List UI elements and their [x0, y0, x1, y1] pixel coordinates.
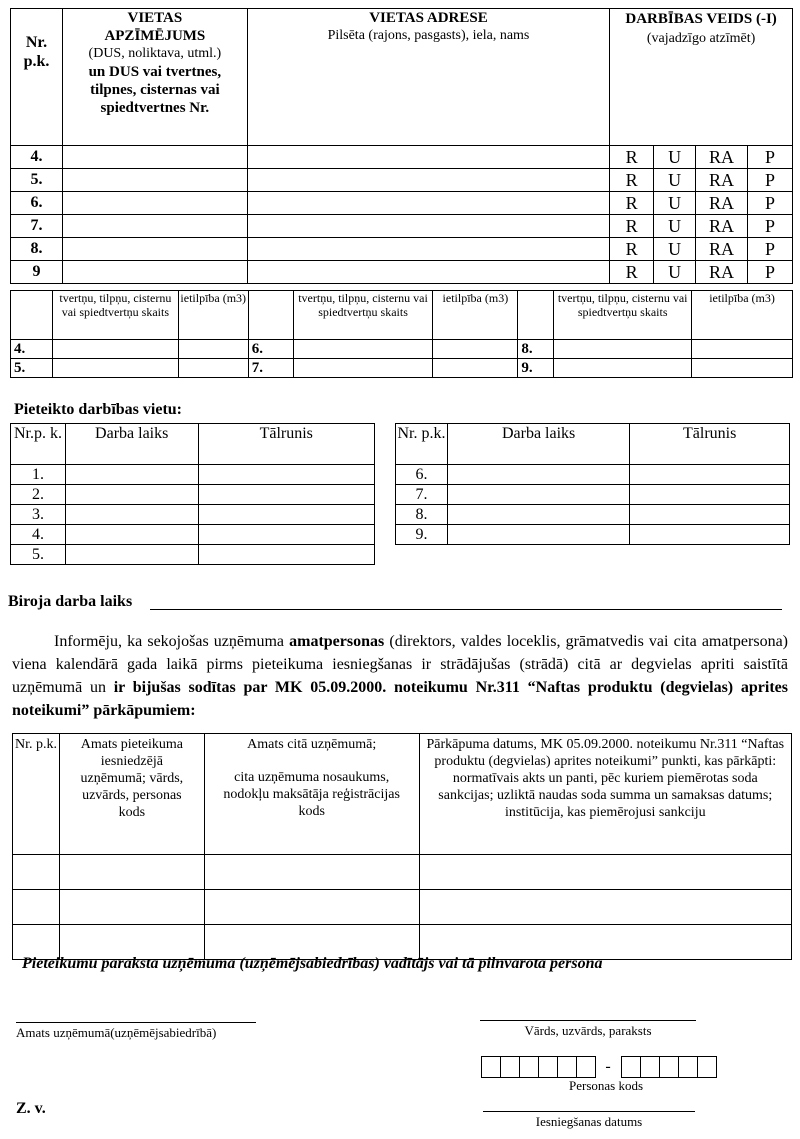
place-title2: APZĪMĒJUMS [104, 28, 206, 44]
capacity-cell[interactable] [692, 340, 793, 359]
activity-option[interactable]: R [610, 169, 654, 192]
paragraph-bold2: ir bijušas sodītas par MK 05.09.2000. noteikumu Nr.311 “Naftas produktu (degvielas) aprites noteikumi” pārkāpumiem: [12, 679, 788, 719]
capacity-cell[interactable] [433, 359, 518, 378]
col-nr-header: Nr.p. k. [11, 424, 66, 465]
phone-cell[interactable] [630, 465, 790, 485]
row-number: 6. [248, 340, 293, 359]
col-hours-header: Darba laiks [447, 424, 629, 465]
paragraph-text2: (direktors, valdes loceklis, grāmatvedis vai cita amatpersona) viena kalendārā gada laikā pirms pieteikuma iesniegšanas ir strādājušas (strādā) citā ar degvielas apriti saistītā uzņēmumā un [12, 633, 788, 696]
count-cell[interactable] [293, 359, 433, 378]
other-note: cita uzņēmuma nosaukums, nodokļu maksātāja reģistrācijas kods [223, 770, 400, 819]
header-row [11, 291, 793, 340]
address-note: Pilsēta (rajons, pasgasts), iela, nams [327, 28, 530, 43]
signature-title: Pieteikumu paraksta uzņēmuma (uzņēmējsabiedrības) vadītājs vai tā pilnvarota persona [22, 955, 603, 972]
officials-paragraph [12, 630, 788, 722]
table-row [396, 465, 790, 485]
row-number: 4. [11, 340, 53, 359]
count-header: tvertņu, tilpņu, cisternu vai spiedtvertņu skaits [293, 291, 433, 340]
col-other-header [204, 734, 419, 855]
table-row [11, 169, 793, 192]
col-nr-header: Nr. p.k. [11, 9, 63, 146]
violations-table [12, 733, 792, 960]
name-signature-label: Vārds, uzvārds, paraksts [524, 1023, 652, 1038]
activity-option[interactable]: P [748, 146, 793, 169]
row-number: 6. [11, 192, 63, 215]
blank-header [11, 291, 53, 340]
row-number: 7. [248, 359, 293, 378]
col-phone-header: Tālrunis [198, 424, 375, 465]
address-title: VIETAS ADRESE [369, 10, 488, 26]
place-cell[interactable] [62, 238, 247, 261]
row-number: 7. [396, 485, 448, 505]
phone-cell[interactable] [198, 485, 375, 505]
count-cell[interactable] [554, 340, 692, 359]
entry-cell[interactable] [13, 890, 60, 925]
hours-cell[interactable] [447, 485, 629, 505]
code-dash: - [605, 1058, 611, 1075]
count-header: tvertņu, tilpņu, cisternu vai spiedtvertņu skaits [554, 291, 692, 340]
col-phone-header: Tālrunis [630, 424, 790, 465]
table-row [396, 505, 790, 525]
table-row [11, 465, 375, 485]
hours-cell[interactable] [65, 505, 198, 525]
activity-option[interactable]: U [654, 146, 696, 169]
hours-cell[interactable] [447, 465, 629, 485]
blank-header [248, 291, 293, 340]
places-hours-table-right [395, 423, 790, 545]
capacity-table [10, 290, 793, 378]
code-digit-box[interactable] [538, 1056, 558, 1078]
places-hours-table-left [10, 423, 375, 565]
row-number: 5. [11, 545, 66, 565]
col-nr-header: Nr. p.k. [13, 734, 60, 855]
activity-option[interactable]: RA [696, 261, 748, 284]
row-number: 9 [11, 261, 63, 284]
count-cell[interactable] [293, 340, 433, 359]
row-number: 9. [396, 525, 448, 545]
paragraph-bold1: amatpersonas [289, 633, 385, 650]
entry-cell[interactable] [419, 890, 791, 925]
place-cell[interactable] [62, 146, 247, 169]
activity-option[interactable]: U [654, 169, 696, 192]
code-digit-box[interactable] [557, 1056, 577, 1078]
table-row [11, 545, 375, 565]
activity-option[interactable]: P [748, 215, 793, 238]
address-cell[interactable] [247, 238, 609, 261]
place-cell[interactable] [62, 192, 247, 215]
position-label: Amats uzņēmumā(uzņēmējsabiedrībā) [16, 1025, 217, 1040]
place-cell[interactable] [62, 215, 247, 238]
row-number: 8. [11, 238, 63, 261]
count-cell[interactable] [52, 359, 178, 378]
code-digit-box[interactable] [678, 1056, 698, 1078]
row-number: 7. [11, 215, 63, 238]
capacity-cell[interactable] [178, 359, 248, 378]
table-row [13, 855, 792, 890]
date-line[interactable] [483, 1111, 695, 1112]
row-number: 6. [396, 465, 448, 485]
table-row [11, 215, 793, 238]
phone-cell[interactable] [630, 505, 790, 525]
capacity-cell[interactable] [178, 340, 248, 359]
phone-cell[interactable] [198, 505, 375, 525]
activity-option[interactable]: R [610, 146, 654, 169]
name-signature-line[interactable] [480, 1020, 696, 1021]
capacity-cell[interactable] [692, 359, 793, 378]
row-number: 8. [396, 505, 448, 525]
places-table [10, 8, 793, 284]
blank-header [518, 291, 554, 340]
row-number: 9. [518, 359, 554, 378]
col-place-header [62, 9, 247, 146]
row-number: 1. [11, 465, 66, 485]
phone-cell[interactable] [630, 485, 790, 505]
activity-option[interactable]: R [610, 215, 654, 238]
activity-option[interactable]: RA [696, 192, 748, 215]
address-cell[interactable] [247, 261, 609, 284]
other-title: Amats citā uzņēmumā; [247, 737, 377, 752]
count-cell[interactable] [52, 340, 178, 359]
hours-cell[interactable] [447, 525, 629, 545]
office-hours-line[interactable] [150, 609, 782, 610]
activity-option[interactable]: R [610, 238, 654, 261]
address-cell[interactable] [247, 146, 609, 169]
place-note: (DUS, noliktava, utml.) [88, 46, 222, 61]
phone-cell[interactable] [198, 525, 375, 545]
entry-cell[interactable] [204, 890, 419, 925]
entry-cell[interactable] [59, 855, 204, 890]
activity-option[interactable]: P [748, 192, 793, 215]
row-number: 8. [518, 340, 554, 359]
activity-option[interactable]: P [748, 169, 793, 192]
table-row [11, 340, 793, 359]
col-position-header: Amats pieteikuma iesniedzējā uzņēmumā; vārds, uzvārds, personas kods [59, 734, 204, 855]
capacity-header: ietilpība (m3) [692, 291, 793, 340]
code-digit-box[interactable] [576, 1056, 596, 1078]
code-digit-box[interactable] [519, 1056, 539, 1078]
phone-cell[interactable] [630, 525, 790, 545]
code-digit-box[interactable] [697, 1056, 717, 1078]
table-row [11, 359, 793, 378]
row-number: 4. [11, 146, 63, 169]
table-row [396, 485, 790, 505]
col-hours-header: Darba laiks [65, 424, 198, 465]
phone-cell[interactable] [198, 545, 375, 565]
row-number: 3. [11, 505, 66, 525]
table-row [11, 485, 375, 505]
places-section-title: Pieteikto darbības vietu: [14, 401, 182, 418]
activity-option[interactable]: RA [696, 169, 748, 192]
entry-cell[interactable] [204, 855, 419, 890]
activity-note: (vajadzīgo atzīmēt) [646, 31, 756, 46]
count-header: tvertņu, tilpņu, cisternu vai spiedtvertņu skaits [52, 291, 178, 340]
table-row [11, 238, 793, 261]
position-line[interactable] [16, 1022, 256, 1023]
capacity-header: ietilpība (m3) [178, 291, 248, 340]
activity-option[interactable]: RA [696, 238, 748, 261]
address-cell[interactable] [247, 169, 609, 192]
date-label: Iesniegšanas datums [535, 1114, 643, 1129]
col-activity-header [610, 9, 793, 146]
row-number: 5. [11, 359, 53, 378]
col-address-header [247, 9, 609, 146]
activity-option[interactable]: P [748, 261, 793, 284]
row-number: 2. [11, 485, 66, 505]
row-number: 4. [11, 525, 66, 545]
table-row [11, 261, 793, 284]
phone-cell[interactable] [198, 465, 375, 485]
activity-option[interactable]: U [654, 192, 696, 215]
hours-cell[interactable] [65, 525, 198, 545]
table-row [11, 146, 793, 169]
address-cell[interactable] [247, 215, 609, 238]
place-title1: VIETAS [127, 10, 183, 26]
activity-option[interactable]: U [654, 215, 696, 238]
code-digit-box[interactable] [659, 1056, 679, 1078]
hours-cell[interactable] [65, 545, 198, 565]
entry-cell[interactable] [419, 855, 791, 890]
table-row [396, 525, 790, 545]
place-cell[interactable] [62, 169, 247, 192]
capacity-cell[interactable] [433, 340, 518, 359]
activity-option[interactable]: R [610, 261, 654, 284]
hours-cell[interactable] [65, 485, 198, 505]
personal-code-label: Personas kods [568, 1078, 644, 1093]
activity-option[interactable]: P [748, 238, 793, 261]
office-hours-label: Biroja darba laiks [8, 593, 133, 610]
col-violation-header: Pārkāpuma datums, MK 05.09.2000. noteikumu Nr.311 “Naftas produktu (degvielas) aprites noteikumi” punkti, kas pārkāpti: normatīvais akts un panti, pēc kuriem piemērotas soda sankcijas; uzliktā naudas soda summa un samaksas datums; institūcija, kas piemērojusi sankciju [419, 734, 791, 855]
personal-code-boxes[interactable] [481, 1056, 716, 1078]
activity-option[interactable]: U [654, 238, 696, 261]
address-cell[interactable] [247, 192, 609, 215]
table-row [11, 525, 375, 545]
hours-cell[interactable] [65, 465, 198, 485]
code-digit-box[interactable] [640, 1056, 660, 1078]
activity-title: DARBĪBAS VEIDS (-I) [625, 11, 777, 27]
place-cell[interactable] [62, 261, 247, 284]
activity-option[interactable]: RA [696, 146, 748, 169]
code-digit-box[interactable] [500, 1056, 520, 1078]
place-bold: un DUS vai tvertnes, tilpnes, cisternas vai spiedtvertnes Nr. [88, 64, 222, 116]
col-nr-header: Nr. p.k. [396, 424, 448, 465]
count-cell[interactable] [554, 359, 692, 378]
entry-cell[interactable] [59, 890, 204, 925]
code-digit-box[interactable] [621, 1056, 641, 1078]
activity-option[interactable]: U [654, 261, 696, 284]
activity-option[interactable]: RA [696, 215, 748, 238]
paragraph-text1: Informēju, ka sekojošas uzņēmuma [54, 633, 290, 650]
table-row [11, 505, 375, 525]
table-row [11, 192, 793, 215]
row-number: 5. [11, 169, 63, 192]
capacity-header: ietilpība (m3) [433, 291, 518, 340]
code-digit-box[interactable] [481, 1056, 501, 1078]
entry-cell[interactable] [13, 855, 60, 890]
activity-option[interactable]: R [610, 192, 654, 215]
hours-cell[interactable] [447, 505, 629, 525]
table-row [13, 890, 792, 925]
stamp-label: Z. v. [16, 1100, 46, 1117]
